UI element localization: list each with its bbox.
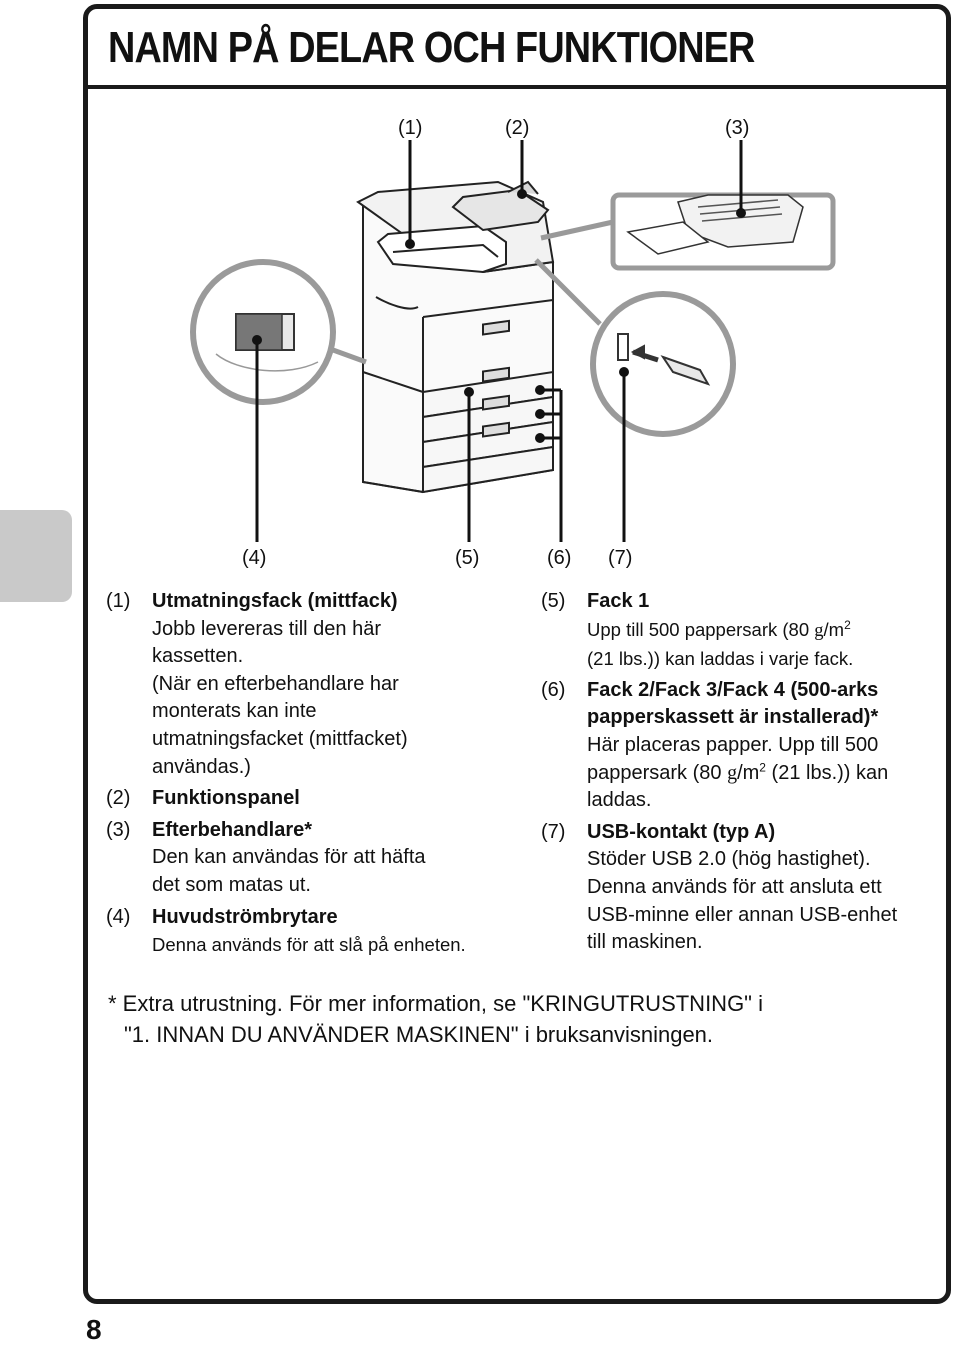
part-heading: Fack 1 [587,590,650,612]
part-description-line: det som matas ut. [152,873,311,896]
part-item-5 [541,588,941,673]
parts-list-left [106,588,526,959]
part-heading: papperskassett är installerad)* [587,706,879,729]
part-heading: USB-kontakt (typ A) [587,820,776,843]
part-item-1 [106,588,526,781]
part-description-line: Den kan användas för att häfta [152,846,426,869]
part-item-2 [106,785,526,813]
part-heading: Funktionspanel [152,787,300,810]
part-number: (6) [541,678,566,701]
footnote-line: "1. INNAN DU ANVÄNDER MASKINEN" i bruksanvisningen. [124,1022,714,1047]
page-number: 8 [86,1314,102,1345]
parts-list-right [541,588,941,957]
callout-4: (4) [242,547,267,569]
part-description-line: Denna används för att slå på enheten. [152,934,466,956]
footnote [108,988,888,1050]
usb-port-inset [593,294,733,434]
part-description-line: Upp till 500 pappersark (80 $g/m^2$ [587,617,851,641]
callout-7: (7) [608,547,633,569]
part-description-line: USB-minne eller annan USB-enhet [587,903,898,926]
part-number: (7) [541,820,566,843]
part-description-line: (När en efterbehandlare har [152,672,399,695]
callout-1: (1) [398,117,423,139]
part-description-line: monterats kan inte [152,700,317,723]
part-description-line: kassetten. [152,645,244,668]
page-title: NAMN PÅ DELAR OCH FUNKTIONER [108,23,755,72]
part-description-line: Stöder USB 2.0 (hög hastighet). [587,848,871,871]
part-description-line: utmatningsfacket (mittfacket) [152,727,408,750]
callout-3: (3) [725,117,750,139]
title-bar [88,9,946,89]
part-number: (1) [106,590,131,612]
part-description-line: till maskinen. [587,931,703,954]
part-heading: Efterbehandlare* [152,818,313,841]
chapter-tab [0,510,72,602]
callout-2: (2) [505,117,530,139]
copier-illustration [88,92,946,580]
part-description-line: Jobb levereras till den här [152,617,382,640]
callout-5: (5) [455,547,480,569]
part-item-3 [106,817,526,900]
part-number: (2) [106,787,131,810]
part-description-line: laddas. [587,789,652,812]
part-number: (5) [541,590,566,612]
part-number: (3) [106,818,131,841]
footnote-line: * Extra utrustning. För mer information, se "KRINGUTRUSTNING" i [108,991,763,1016]
part-description-line: användas.) [152,755,251,778]
part-item-7 [541,819,941,957]
part-description-line: Denna används för att ansluta ett [587,875,882,898]
part-item-4 [106,904,526,959]
part-item-6 [541,677,941,815]
part-description-line: Här placeras papper. Upp till 500 [587,733,879,756]
part-description-line: (21 lbs.)) kan laddas i varje fack. [587,648,854,670]
part-number: (4) [106,905,131,928]
part-heading: Huvudströmbrytare [152,905,338,928]
part-heading: Fack 2/Fack 3/Fack 4 (500-arks [587,678,879,701]
part-description-line: pappersark (80 $g/m^2$ (21 lbs.)) kan [587,759,889,784]
callout-6: (6) [547,547,572,569]
part-heading: Utmatningsfack (mittfack) [152,590,398,612]
